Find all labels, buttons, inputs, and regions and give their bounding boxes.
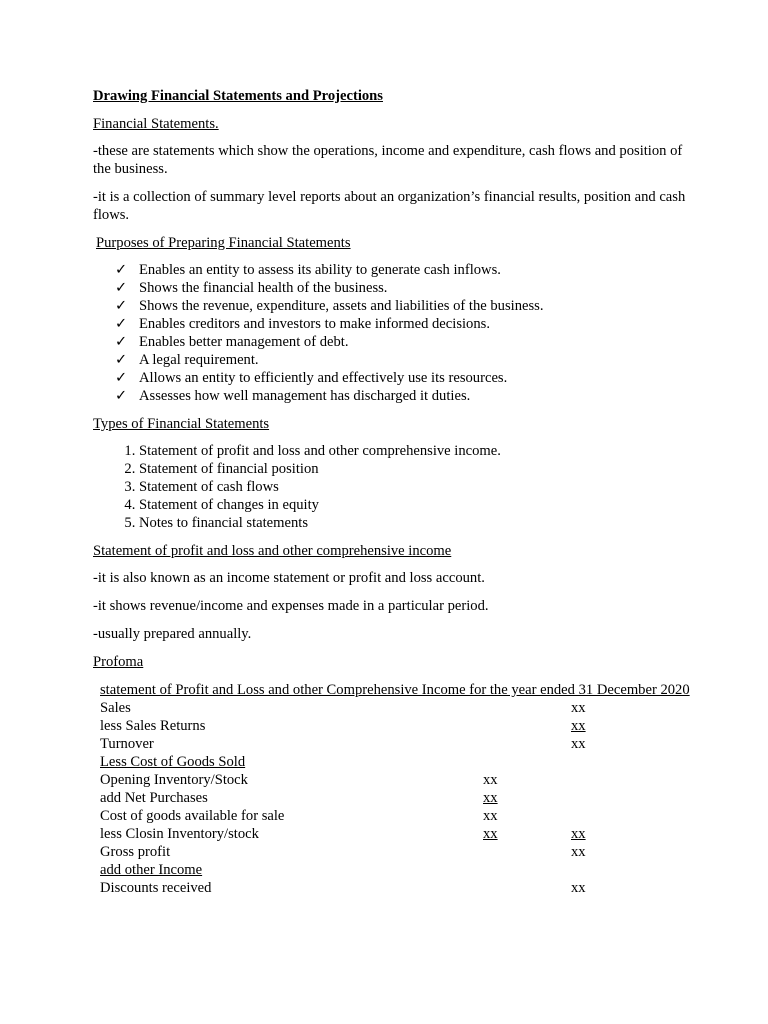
purpose-item (115, 351, 693, 369)
row-amount-col2: xx (571, 826, 586, 842)
row-label: Discounts received (100, 880, 212, 896)
type-item: 2. Statement of financial position (139, 460, 693, 478)
checkmark-icon: ✓ (115, 316, 128, 332)
proforma-title: statement of Profit and Loss and other Comprehensive Income for the year ended 31 December 2020 (100, 682, 690, 698)
purposes-list (93, 261, 693, 405)
purpose-text: Enables creditors and investors to make informed decisions. (139, 316, 490, 332)
row-amount-col2: xx (571, 718, 586, 734)
pl-heading: Statement of profit and loss and other comprehensive income (93, 543, 452, 559)
row-amount-col1: xx (483, 772, 498, 788)
row-label: less Sales Returns (100, 718, 206, 734)
purpose-text: Enables an entity to assess its ability to generate cash inflows. (139, 262, 501, 278)
checkmark-icon: ✓ (115, 370, 128, 386)
proforma-row (100, 735, 693, 753)
types-list (93, 442, 693, 532)
purpose-item (115, 279, 693, 297)
purpose-item (115, 315, 693, 333)
fs-definition-2: -it is a collection of summary level reports about an organization’s financial results, position and cash flows. (93, 189, 686, 223)
proforma-row (100, 807, 693, 825)
purpose-text: Shows the revenue, expenditure, assets and liabilities of the business. (139, 298, 544, 314)
purpose-item (115, 387, 693, 405)
financial-statements-heading: Financial Statements. (93, 116, 219, 132)
row-amount-col2: xx (571, 736, 586, 752)
type-item: 1. Statement of profit and loss and other comprehensive income. (139, 442, 693, 460)
proforma-statement (100, 681, 693, 897)
row-label: Sales (100, 700, 131, 716)
checkmark-icon: ✓ (115, 352, 128, 368)
document-title: Drawing Financial Statements and Projections (93, 88, 383, 104)
proforma-row (100, 771, 693, 789)
row-amount-col1: xx (483, 826, 498, 842)
purpose-item (115, 261, 693, 279)
purpose-item (115, 369, 693, 387)
row-label: Opening Inventory/Stock (100, 772, 248, 788)
proforma-row (100, 717, 693, 735)
type-item: 3. Statement of cash flows (139, 478, 693, 496)
row-amount-col1: xx (483, 790, 498, 806)
row-label: Less Cost of Goods Sold (100, 754, 246, 770)
purposes-heading: Purposes of Preparing Financial Statements (96, 235, 351, 251)
proforma-row (100, 699, 693, 717)
checkmark-icon: ✓ (115, 334, 128, 350)
row-amount-col2: xx (571, 880, 586, 896)
proforma-row (100, 789, 693, 807)
pl-definition-3: -usually prepared annually. (93, 626, 252, 642)
row-label: add Net Purchases (100, 790, 208, 806)
row-label: Turnover (100, 736, 154, 752)
checkmark-icon: ✓ (115, 388, 128, 404)
purpose-text: A legal requirement. (139, 352, 259, 368)
proforma-row (100, 879, 693, 897)
purpose-item (115, 333, 693, 351)
document-page (93, 87, 693, 897)
proforma-row (100, 843, 693, 861)
purpose-text: Enables better management of debt. (139, 334, 349, 350)
purpose-text: Assesses how well management has discharged it duties. (139, 388, 471, 404)
row-amount-col2: xx (571, 844, 586, 860)
proforma-row (100, 825, 693, 843)
row-amount-col1: xx (483, 808, 498, 824)
type-item: 5. Notes to financial statements (139, 514, 693, 532)
types-heading: Types of Financial Statements (93, 416, 270, 432)
purpose-text: Allows an entity to efficiently and effectively use its resources. (139, 370, 508, 386)
purpose-text: Shows the financial health of the business. (139, 280, 388, 296)
checkmark-icon: ✓ (115, 298, 128, 314)
checkmark-icon: ✓ (115, 262, 128, 278)
proforma-rows (100, 699, 693, 897)
proforma-heading: Profoma (93, 654, 144, 670)
row-label: Cost of goods available for sale (100, 808, 285, 824)
proforma-row (100, 753, 693, 771)
pl-definition-1: -it is also known as an income statement or profit and loss account. (93, 570, 485, 586)
type-item: 4. Statement of changes in equity (139, 496, 693, 514)
row-label: Gross profit (100, 844, 171, 860)
pl-definition-2: -it shows revenue/income and expenses made in a particular period. (93, 598, 489, 614)
row-amount-col2: xx (571, 700, 586, 716)
purpose-item (115, 297, 693, 315)
checkmark-icon: ✓ (115, 280, 128, 296)
row-label: less Closin Inventory/stock (100, 826, 259, 842)
row-label: add other Income (100, 862, 203, 878)
proforma-row (100, 861, 693, 879)
fs-definition-1: -these are statements which show the operations, income and expenditure, cash flows and position of the business. (93, 143, 683, 177)
